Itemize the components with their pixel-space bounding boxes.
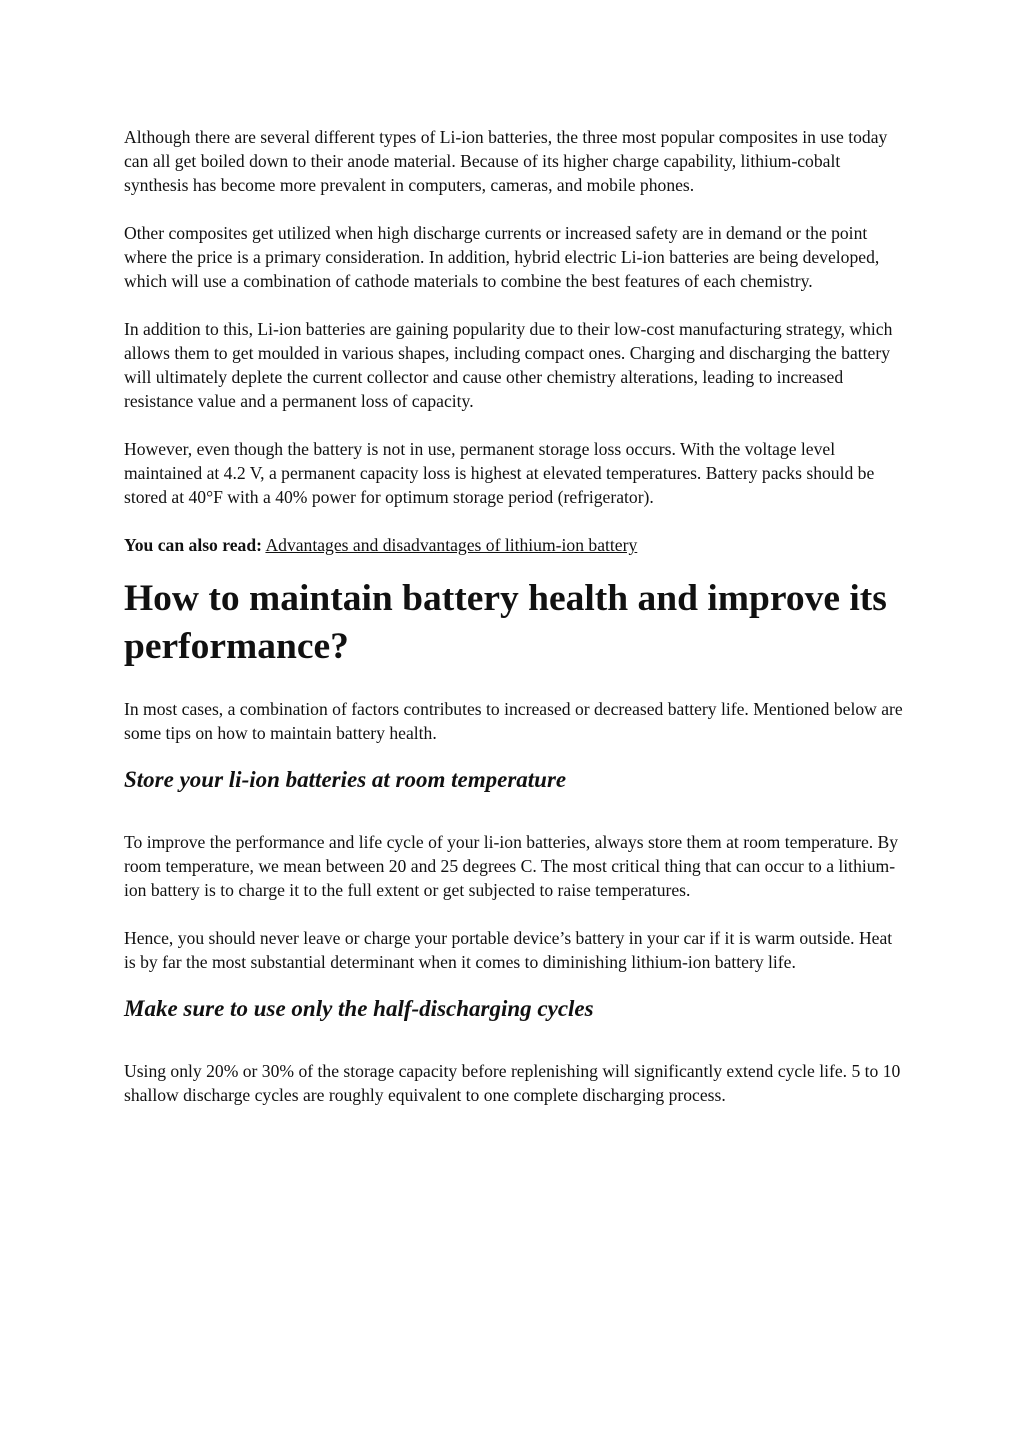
document-page (124, 125, 904, 1107)
read-more-label: You can also read: (124, 535, 262, 555)
body-paragraph: In addition to this, Li-ion batteries are gaining popularity due to their low-cost manufacturing strategy, which allows them to get moulded in various shapes, including compact ones. Charging and discharging the battery will ultimately deplete the current collector and cause other chemistry alterations, leading to increased resistance value and a permanent loss of capacity. (124, 319, 893, 411)
body-paragraph: Other composites get utilized when high discharge currents or increased safety are in demand or the point where the price is a primary consideration. In addition, hybrid electric Li-ion batteries are being developed, which will use a combination of cathode materials to combine the best features of each chemistry. (124, 223, 880, 291)
body-paragraph: Hence, you should never leave or charge your portable device’s battery in your car if it is warm outside. Heat is by far the most substantial determinant when it comes to diminishing lithium-ion battery life. (124, 928, 893, 972)
body-paragraph: Using only 20% or 30% of the storage capacity before replenishing will significantly extend cycle life. 5 to 10 shallow discharge cycles are roughly equivalent to one complete discharging process. (124, 1061, 901, 1105)
body-paragraph: However, even though the battery is not in use, permanent storage loss occurs. With the voltage level maintained at 4.2 V, a permanent capacity loss is highest at elevated temperatures. Battery packs should be stored at 40°F with a 40% power for optimum storage period (refrigerator). (124, 439, 875, 507)
body-paragraph: To improve the performance and life cycle of your li-ion batteries, always store them at room temperature. By room temperature, we mean between 20 and 25 degrees C. The most critical thing that can occur to a lithium-ion battery is to charge it to the full extent or get subjected to raise temperatures. (124, 832, 899, 900)
main-heading: How to maintain battery health and improve its performance? (124, 578, 887, 667)
body-paragraph: Although there are several different types of Li-ion batteries, the three most popular composites in use today can all get boiled down to their anode material. Because of its higher charge capability, lithium-cobalt synthesis has become more prevalent in computers, cameras, and mobile phones. (124, 127, 888, 195)
read-more-line (124, 533, 904, 557)
read-more-link[interactable]: Advantages and disadvantages of lithium-ion battery (265, 535, 638, 555)
section-heading-half-discharging: Make sure to use only the half-discharging cycles (124, 996, 594, 1021)
section-heading-room-temperature: Store your li-ion batteries at room temperature (124, 767, 567, 792)
main-intro-paragraph: In most cases, a combination of factors contributes to increased or decreased battery life. Mentioned below are some tips on how to maintain battery health. (124, 699, 903, 743)
